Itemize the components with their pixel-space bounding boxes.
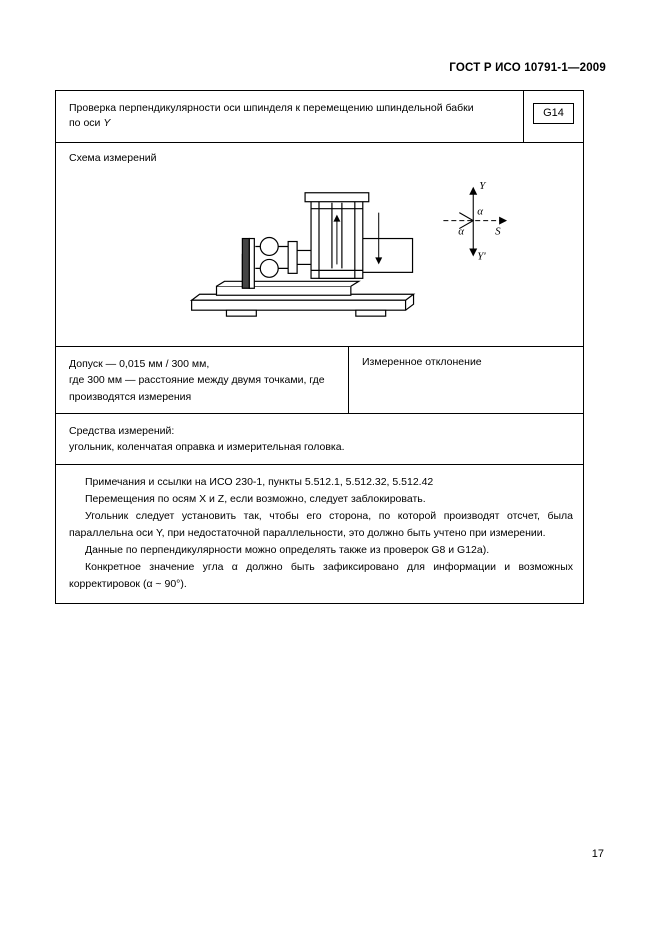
test-title-line1: Проверка перпендикулярности оси шпинделя к перемещению шпиндельной бабки bbox=[69, 102, 474, 114]
tolerance-line3: производятся измерения bbox=[69, 390, 192, 403]
axis-label-s: S bbox=[495, 225, 501, 238]
measured-deviation-label: Измеренное отклонение bbox=[362, 356, 482, 368]
scheme-label: Схема измерений bbox=[69, 152, 157, 164]
axis-label-y-prime: Y' bbox=[477, 250, 486, 263]
tolerance-line2: где 300 мм — расстояние между двумя точками, где bbox=[69, 374, 325, 387]
axis-label-y: Y bbox=[479, 179, 486, 192]
note-line: Конкретное значение угла α должно быть зафиксировано для информации и возможных корректировок (α ~ 90°). bbox=[69, 561, 573, 591]
measured-deviation-cell bbox=[348, 347, 583, 413]
test-title-cell bbox=[56, 91, 523, 142]
note-line: Угольник следует установить так, чтобы его сторона, по которой производят отсчет, была параллельна оси Y, при недостаточной параллельности, это должно быть учтено при измерении. bbox=[69, 510, 573, 540]
page-number: 17 bbox=[591, 848, 604, 860]
test-code-badge: G14 bbox=[533, 103, 574, 124]
table-row-instruments bbox=[56, 414, 583, 466]
tolerance-line1: Допуск — 0,015 мм / 300 мм, bbox=[69, 358, 210, 370]
test-title-axis: Y bbox=[103, 117, 111, 130]
note-line: Данные по перпендикулярности можно определять также из проверок G8 и G12a). bbox=[85, 544, 490, 557]
instruments-value: угольник, коленчатая оправка и измерительная головка. bbox=[69, 441, 345, 454]
table-row-notes bbox=[56, 465, 583, 603]
table-row-tolerance bbox=[56, 347, 583, 414]
angle-label-lower: α bbox=[458, 225, 465, 238]
angle-label-upper: α bbox=[477, 205, 483, 218]
table-row bbox=[56, 91, 583, 143]
measurement-scheme-diagram bbox=[56, 143, 583, 346]
table-row-scheme bbox=[56, 143, 583, 347]
note-line: Примечания и ссылки на ИСО 230-1, пункты 5.512.1, 5.512.32, 5.512.42 bbox=[85, 476, 434, 489]
instruments-label: Средства измерений: bbox=[69, 424, 175, 437]
note-line: Перемещения по осям X и Z, если возможно, следует заблокировать. bbox=[85, 493, 426, 506]
test-specification-table bbox=[55, 90, 584, 604]
tolerance-cell bbox=[56, 347, 348, 413]
test-title-line2-prefix: по оси bbox=[69, 117, 104, 130]
test-title-line2 bbox=[69, 116, 513, 131]
test-code-cell bbox=[523, 91, 583, 142]
document-header: ГОСТ Р ИСО 10791-1—2009 bbox=[449, 62, 606, 74]
